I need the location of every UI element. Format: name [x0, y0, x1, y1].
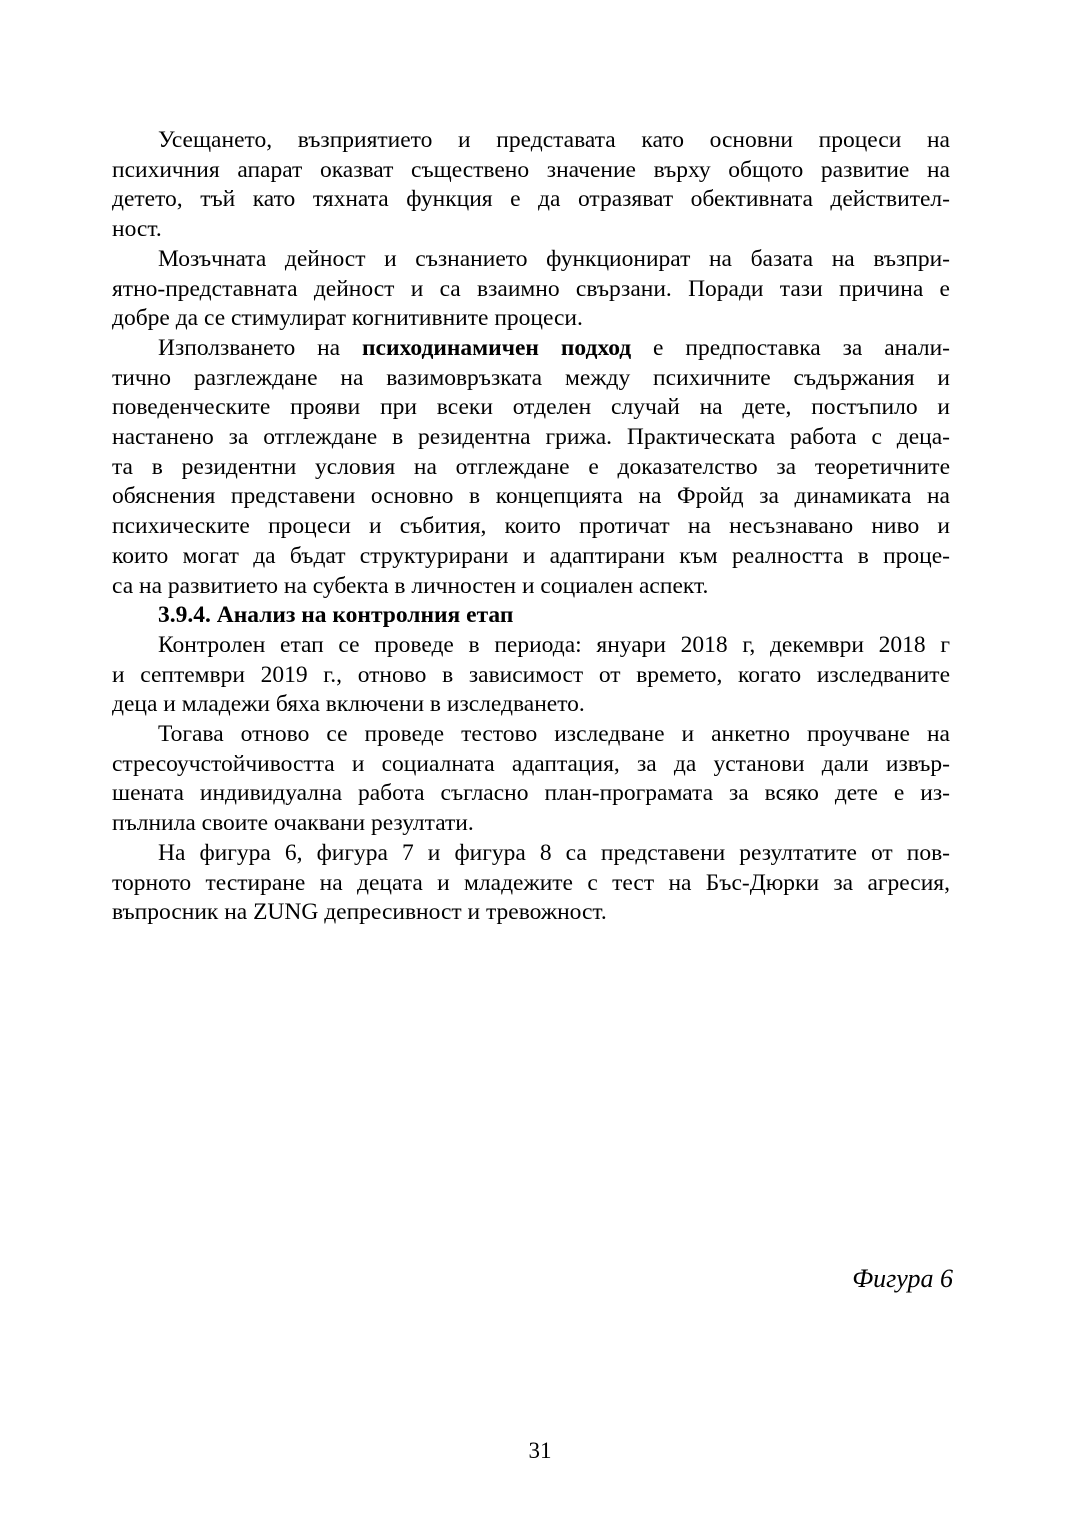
body-text [112, 126, 950, 928]
text-line: Тогава отново се проведе тестово изследване и анкетно проучване на [158, 721, 950, 748]
text-line: въпросник на ZUNG депресивност и тревожност. [112, 899, 607, 926]
text-line: шената индивидуална работа съгласно план-програмата за всяко дете е из- [112, 780, 950, 807]
text-line: психичния апарат оказват съществено значение върху общото развитие на [112, 156, 950, 183]
paragraph-figures-reference [112, 839, 950, 928]
bold-term-psychodynamic-approach: психодинамичен подход [362, 334, 632, 361]
text-line: обяснения представени основно в концепцията на Фройд за динамиката на [112, 483, 950, 510]
text-line: детето, тъй като тяхната функция е да отразяват обективната действител- [112, 186, 950, 213]
paragraph-perception [112, 126, 950, 245]
text-line: и септември 2019 г., отново в зависимост от времето, когато изследваните [112, 661, 950, 688]
text-line: ност. [112, 216, 162, 243]
text-line: настанено за отглеждане в резидентна грижа. Практическата работа с деца- [112, 424, 950, 451]
text-line: Контролен етап се проведе в периода: януари 2018 г, декември 2018 г [158, 631, 950, 658]
page-number: 31 [528, 1438, 552, 1463]
text-line: които могат да бъдат структурирани и адаптирани към реалността в проце- [112, 542, 950, 569]
paragraph-brain-activity [112, 245, 950, 334]
text-line: На фигура 6, фигура 7 и фигура 8 са представени резултатите от пов- [158, 839, 950, 866]
text-line: Мозъчната дейност и съзнанието функционират на базата на възпри- [158, 245, 950, 272]
text-line: Усещането, възприятието и представата като основни процеси на [158, 127, 950, 153]
text-line: психическите процеси и събития, които протичат на несъзнавано ниво и [112, 513, 950, 540]
paragraph-control-stage [112, 631, 950, 720]
text-line: поведенческите прояви при всеки отделен случай на дете, постъпило и [112, 394, 950, 421]
figure-caption: Фигура 6 [852, 1264, 953, 1293]
text-run: е предпоставка за анали- [631, 334, 950, 361]
text-line: ятно-представната дейност и са взаимно свързани. Поради тази причина е [112, 275, 950, 302]
text-run: Използването на [158, 334, 363, 361]
paragraph-retesting [112, 720, 950, 839]
text-line: деца и младежи бяха включени в изследването. [112, 691, 585, 718]
text-line: пълнила своите очаквани резултати. [112, 810, 474, 837]
paragraph-psychodynamic [112, 334, 950, 601]
text-line: торното тестиране на децата и младежите с тест на Бъс-Дюрки за агресия, [112, 869, 950, 896]
paragraph-psychodynamic-first-line [112, 334, 950, 364]
text-line: добре да се стимулират когнитивните процеси. [112, 305, 583, 332]
text-line: тично разглеждане на вазимовръзката между психичните съдържания и [112, 364, 950, 391]
text-line: са на развитието на субекта в личностен и социален аспект. [112, 572, 709, 599]
paragraph-psychodynamic-rest [112, 364, 950, 602]
text-line: стресоучстойчивостта и социалната адаптация, за да установи дали извър- [112, 750, 950, 777]
text-line: та в резидентни условия на отглеждане е доказателство за теоретичните [112, 453, 950, 480]
section-heading: 3.9.4. Анализ на контролния етап [158, 602, 514, 629]
